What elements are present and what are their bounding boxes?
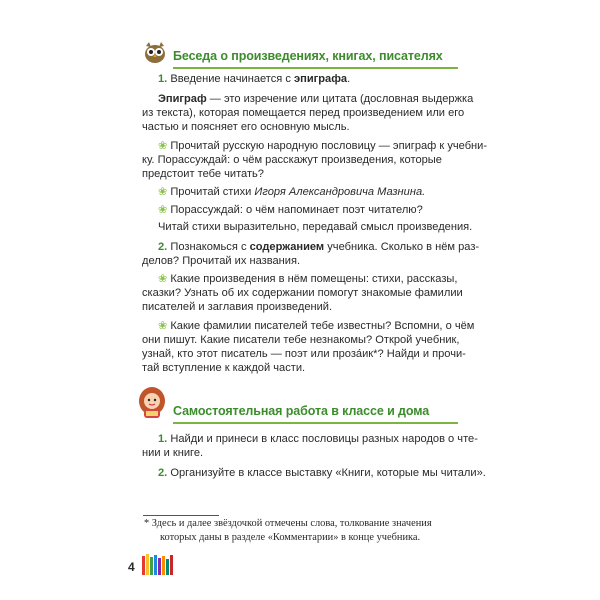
- footnote-divider: [143, 515, 219, 516]
- task-1-line-1: [158, 432, 478, 447]
- question-5-line-3: писателей и заглавия произведений.: [142, 301, 333, 313]
- text: Прочитай стихи: [170, 186, 255, 198]
- paragraph-2-line-2: делов? Прочитай их названия.: [142, 255, 301, 267]
- task-1-line-2: нии и книге.: [142, 447, 204, 459]
- flower-bullet-icon: ❀: [158, 186, 168, 198]
- bold-term: содержанием: [249, 241, 325, 253]
- author-name: Игоря Александровича Мазнина.: [254, 186, 426, 198]
- text: Какие произведения в нём помещены: стихи, рассказы,: [170, 273, 458, 285]
- heading-underline: [173, 67, 458, 69]
- text: Найди и принеси в класс пословицы разных народов о чте-: [167, 433, 478, 445]
- paragraph-2-line-1: [158, 240, 479, 255]
- task-2: [158, 466, 486, 481]
- flower-bullet-icon: ❀: [158, 320, 168, 332]
- flower-bullet-icon: ❀: [158, 204, 168, 216]
- text: — это изречение или цитата (дословная выдержка: [206, 93, 474, 105]
- definition-line-2: из текста), которая помещается перед произведением или его: [142, 107, 465, 119]
- question-2: [158, 185, 425, 200]
- question-1-line-3: предстоит тебе читать?: [142, 168, 264, 180]
- text: Введение начинается с: [167, 73, 295, 85]
- question-6-line-2: они пишут. Какие писатели тебе незнакомы? Открой учебник,: [142, 334, 460, 346]
- text: Какие фамилии писателей тебе известны? Вспомни, о чём: [170, 320, 475, 332]
- question-6-line-1: [158, 319, 474, 334]
- text: Организуйте в классе выставку «Книги, которые мы читали».: [167, 467, 486, 479]
- bold-term: Эпиграф: [158, 93, 207, 105]
- item-number: 2.: [158, 241, 168, 253]
- text: Познакомься с: [167, 241, 250, 253]
- section-heading-independent-work: Самостоятельная работа в классе и дома: [173, 404, 430, 418]
- question-6-line-4: тай вступление к каждой части.: [142, 362, 306, 374]
- bold-term: эпиграфа: [294, 73, 348, 85]
- question-5-line-1: [158, 272, 457, 287]
- text: Порассуждай: о чём напоминает поэт читателю?: [170, 204, 423, 216]
- instruction-read: Читай стихи выразительно, передавай смысл произведения.: [158, 221, 473, 233]
- item-number: 2.: [158, 467, 168, 479]
- flower-bullet-icon: ❀: [158, 273, 168, 285]
- definition-line-1: [158, 92, 473, 107]
- text: .: [347, 73, 351, 85]
- question-3: [158, 203, 423, 218]
- owl-icon: [142, 40, 168, 64]
- section-heading-talk: Беседа о произведениях, книгах, писателях: [173, 49, 443, 63]
- text: учебника. Сколько в нём раз-: [324, 241, 480, 253]
- question-6-line-3: узнай, кто этот писатель — поэт или проза́ик*? Найди и прочи-: [142, 348, 466, 360]
- definition-line-3: частью и поясняет его основную мысль.: [142, 121, 350, 133]
- girl-icon: [135, 385, 169, 419]
- paragraph-1: [158, 72, 350, 87]
- heading-underline: [173, 422, 458, 424]
- item-number: 1.: [158, 433, 168, 445]
- books-icon: [136, 553, 176, 575]
- footnote-line-1: * Здесь и далее звёздочкой отмечены слова, толкование значения: [144, 518, 432, 529]
- footnote-line-2: которых даны в разделе «Комментарии» в конце учебника.: [160, 532, 421, 543]
- page-number: 4: [128, 560, 135, 574]
- question-5-line-2: сказки? Узнать об их содержании помогут знакомые фамилии: [142, 287, 463, 299]
- flower-bullet-icon: ❀: [158, 140, 168, 152]
- item-number: 1.: [158, 73, 168, 85]
- question-1-line-2: ку. Порассуждай: о чём расскажут произведения, которые: [142, 154, 442, 166]
- text: Прочитай русскую народную пословицу — эпиграф к учебни-: [170, 140, 488, 152]
- question-1-line-1: [158, 139, 487, 154]
